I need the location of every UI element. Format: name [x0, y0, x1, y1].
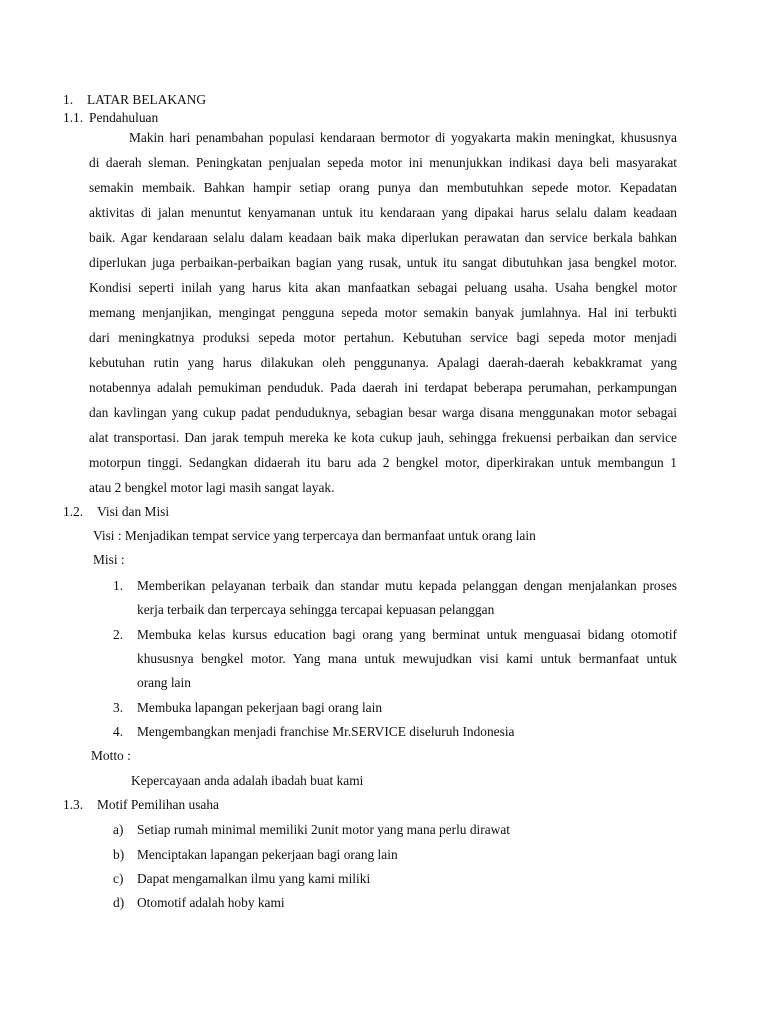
section-1-2-number: 1.2.: [63, 504, 84, 519]
paragraph-line: di daerah sleman. Peningkatan penjualan sepeda motor ini menunjukkan indikasi daya beli masyarakat: [89, 155, 677, 170]
misi-item-line: kerja terbaik dan terpercaya sehingga tercapai kepuasan pelanggan: [137, 602, 495, 617]
section-1-1-title: Pendahuluan: [89, 110, 159, 125]
motif-item-text: Setiap rumah minimal memiliki 2unit motor yang mana perlu dirawat: [137, 822, 510, 837]
misi-item-number: 4.: [113, 724, 124, 739]
motto-label: Motto :: [91, 748, 131, 763]
misi-item-line: Membuka kelas kursus education bagi orang yang berminat untuk menguasai bidang otomotif: [137, 627, 677, 642]
paragraph-line: notabennya adalah pemukiman penduduk. Pada daerah ini terdapat beberapa perumahan, perkampungan: [89, 380, 677, 395]
paragraph-line: baik. Agar kendaraan selalu dalam keadaan baik maka diperlukan perawatan dan service berkala bahkan: [89, 230, 677, 245]
paragraph-line: Kondisi seperti inilah yang harus kita akan manfaatkan sebagai peluang usaha. Usaha bengkel motor: [89, 280, 677, 295]
misi-item-line: Membuka lapangan pekerjaan bagi orang lain: [137, 700, 383, 715]
motto-text: Kepercayaan anda adalah ibadah buat kami: [131, 773, 364, 788]
section-1-1-number: 1.1.: [63, 110, 84, 125]
paragraph-line: dari meningkatnya produksi sepeda motor pertahun. Kebutuhan service bagi sepeda motor menjadi: [89, 330, 677, 345]
misi-item-line: Mengembangkan menjadi franchise Mr.SERVICE diseluruh Indonesia: [137, 724, 515, 739]
misi-item-line: Memberikan pelayanan terbaik dan standar mutu kepada pelanggan dengan menjalankan proses: [137, 578, 677, 593]
motif-item-letter: d): [113, 895, 125, 910]
section-1-title: LATAR BELAKANG: [87, 92, 207, 107]
misi-item-number: 2.: [113, 627, 124, 642]
paragraph-line: motorpun tinggi. Sedangkan didaerah itu baru ada 2 bengkel motor, diperkirakan untuk membangun 1: [89, 455, 677, 470]
misi-item-line: orang lain: [137, 675, 191, 690]
misi-item-number: 3.: [113, 700, 124, 715]
motif-item-text: Otomotif adalah hoby kami: [137, 895, 285, 910]
section-1-number: 1.: [63, 92, 74, 107]
paragraph-line: Makin hari penambahan populasi kendaraan bermotor di yogyakarta makin meningkat, khususnya: [129, 130, 677, 145]
paragraph-line: diperlukan juga perbaikan-perbaikan bagian yang rusak, untuk itu sangat dibutuhkan jasa bengkel motor.: [89, 255, 677, 270]
section-1-2-title: Visi dan Misi: [97, 504, 170, 519]
paragraph-line: aktivitas di jalan menuntut kenyamanan untuk itu kendaraan yang dipakai harus selalu dalam keadaan: [89, 205, 677, 220]
motif-item-text: Dapat mengamalkan ilmu yang kami miliki: [137, 871, 371, 886]
motif-item-letter: a): [113, 822, 124, 837]
misi-label: Misi :: [93, 552, 125, 567]
section-1-3-title: Motif Pemilihan usaha: [97, 797, 219, 812]
visi-text: Visi : Menjadikan tempat service yang terpercaya dan bermanfaat untuk orang lain: [93, 528, 536, 543]
motif-item-letter: b): [113, 847, 125, 862]
misi-item-number: 1.: [113, 578, 124, 593]
paragraph-line: atau 2 bengkel motor lagi masih sangat layak.: [89, 480, 335, 495]
paragraph-line: kebutuhan rutin yang harus dilakukan oleh penggunanya. Apalagi daerah-daerah kebakkramat yang: [89, 355, 677, 370]
paragraph-line: alat transportasi. Dan jarak tempuh mereka ke kota cukup jauh, sehingga frekuensi perbaikan dan service: [89, 430, 677, 445]
paragraph-line: memang menjanjikan, mengingat pengguna sepeda motor semakin banyak jumlahnya. Hal ini terbukti: [89, 305, 677, 320]
section-1-3-number: 1.3.: [63, 797, 84, 812]
paragraph-line: semakin membaik. Bahkan hampir setiap orang punya dan membutuhkan sepede motor. Kepadatan: [89, 180, 677, 195]
paragraph-line: dan kavlingan yang cukup padat penduduknya, sebagian besar warga disana menggunakan motor sebagai: [89, 405, 677, 420]
misi-item-line: khususnya bengkel motor. Yang mana untuk mewujudkan visi kami untuk bermanfaat untuk: [137, 651, 677, 666]
motif-item-text: Menciptakan lapangan pekerjaan bagi orang lain: [137, 847, 398, 862]
motif-item-letter: c): [113, 871, 124, 886]
